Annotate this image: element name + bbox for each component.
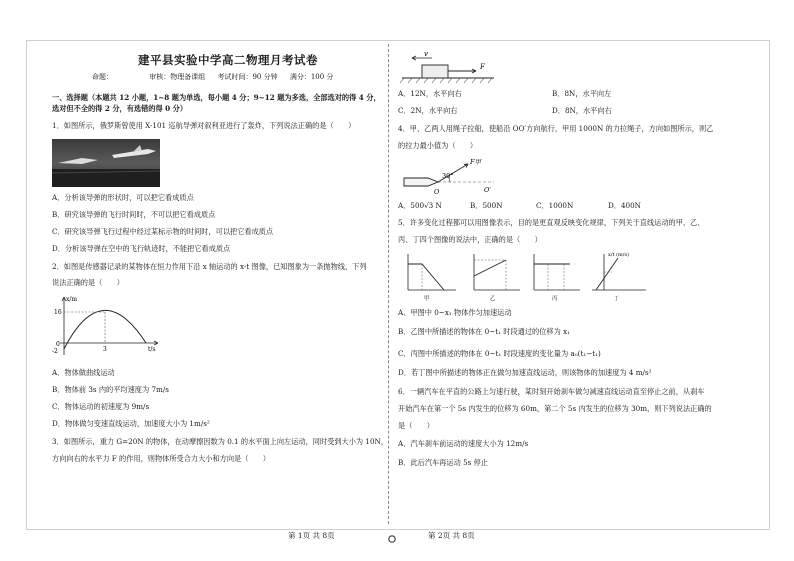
q2-option-d: D．物体做匀变速直线运动，加速度大小为 1m/s² — [52, 419, 210, 428]
q5-graph-ding — [588, 250, 648, 302]
exam-meta — [92, 72, 343, 82]
q4-option-a: A．500√3 N — [398, 201, 442, 210]
q6-stem-2: 开始汽车在第一个 5s 内发生的位移为 60m，第二个 5s 内发生的位移为 30m，则下列说法正确的 — [398, 404, 712, 413]
q2-stem-2: 说法正确的是（ ） — [52, 278, 124, 287]
q4-boat-figure — [398, 154, 498, 198]
q4-stem: 4．甲、乙两人用绳子拉船，使船沿 OO′方向航行，甲用 1000N 的力拉绳子，方向如图所示，则乙 — [398, 124, 714, 133]
q4-stem-2: 的拉力最小值为（ ） — [398, 141, 478, 150]
q6-option-a: A．汽车刹车前运动的速度大小为 12m/s — [398, 439, 529, 448]
q5-graph-jia — [398, 250, 458, 302]
q4-option-b: B．500N — [470, 201, 503, 210]
q1-option-b: B．研究该导弹的飞行时间时，不可以把它看成质点 — [52, 210, 216, 219]
q2-x3: 3 — [103, 346, 107, 353]
q3-option-c: C．2N，水平向右 — [398, 106, 458, 115]
time-label: 考试时间：90 分钟 — [217, 73, 278, 81]
q3-option-a: A．12N，水平向右 — [398, 89, 462, 98]
q2-y16: 16 — [54, 309, 62, 316]
q6-option-b: B．此后汽车再运动 5s 停止 — [398, 458, 488, 467]
page-footer-right: 第 2页 共 8页 — [428, 531, 475, 540]
score-label: 满分：100 分 — [289, 73, 334, 81]
q1-missile-photo — [52, 139, 160, 187]
q2-xlabel: t/s — [148, 346, 156, 353]
page-footer-left: 第 1页 共 8页 — [288, 531, 335, 540]
q4-o2-label: O′ — [484, 186, 491, 194]
q1-option-c: C．研究该导弹飞行过程中经过某标示物的时间时，可以把它看成质点 — [52, 227, 274, 236]
reviewer-label: 审核：物理备课组 — [149, 73, 206, 81]
exam-title: 建平县实验中学高二物理月考试卷 — [138, 53, 318, 67]
q2-y0: 0 — [56, 341, 60, 348]
q3-option-b: B．8N，水平向左 — [552, 89, 612, 98]
q3-stem: 3．如图所示，重力 G=20N 的物体，在动摩擦因数为 0.1 的水平面上向左运动，同时受到大小为 10N， — [52, 437, 389, 446]
q2-stem: 2．如图是传感器记录的某物体在恒力作用下沿 x 轴运动的 x-t 图像，已知图象为一条抛物线，下列 — [52, 262, 367, 271]
q3-f-label: F — [480, 63, 485, 71]
q3-stem-2: 方向向右的水平力 F 的作用，则物体所受合力大小和方向是（ ） — [52, 454, 270, 463]
binding-hole-icon — [387, 529, 397, 539]
q5-stem-2: 丙、丁四个图像的说法中，正确的是（ ） — [398, 235, 542, 244]
q2-y-2: -2 — [52, 348, 58, 355]
q2-xt-graph — [50, 293, 162, 363]
q3-option-d: D．8N，水平向右 — [552, 106, 612, 115]
q5-stem: 5．许多变化过程都可以用图像表示，目的是更直观反映变化规律，下列关于直线运动的甲、乙、 — [398, 218, 705, 227]
q1-stem: 1．如图所示，俄罗斯曾使用 X-101 巡航导弹对叙利亚进行了轰炸，下列说法正确的是（ ） — [52, 121, 356, 130]
q6-stem-3: 是（ ） — [398, 421, 434, 430]
q5-bing-label: 丙 — [552, 296, 558, 302]
q5-jia-label: 甲 — [424, 296, 430, 302]
proposer-label: 命题： — [92, 73, 113, 81]
q2-option-a: A．物体做曲线运动 — [52, 368, 115, 377]
q5-graph-bing — [526, 250, 582, 302]
q3-v-label: v — [424, 50, 428, 58]
q4-option-d: D．400N — [608, 201, 641, 210]
q5-option-b: B．乙图中所描述的物体在 0~t₁ 时段通过的位移为 x₁ — [398, 327, 571, 336]
q3-block-figure — [398, 50, 498, 84]
q5-ding-ylabel: x/t (m/s) — [608, 252, 629, 258]
q2-option-c: C．物体运动的初速度为 9m/s — [52, 402, 150, 411]
q5-yi-label: 乙 — [490, 296, 496, 302]
q4-angle-label: 30° — [442, 172, 454, 180]
q5-option-a: A．甲图中 0~x₁ 物体作匀加速运动 — [398, 308, 512, 317]
q2-ylabel: x/m — [66, 296, 78, 303]
q2-option-b: B．物体前 3s 内的平均速度为 7m/s — [52, 385, 169, 394]
q4-o-label: O — [434, 188, 440, 196]
q6-stem: 6．一辆汽车在平直的公路上匀速行驶，某时刻开始刹车做匀减速直线运动直至停止之前，从刹车 — [398, 387, 705, 396]
q4-fjia-label: F甲 — [470, 158, 482, 166]
q4-option-c: C．1000N — [536, 201, 574, 210]
q5-option-d: D．若丁图中所描述的物体正在做匀加速直线运动，则该物体的加速度为 4 m/s² — [398, 368, 652, 377]
q1-option-d: D．分析该导弹在空中的飞行轨迹时，不能把它看成质点 — [52, 244, 231, 253]
q5-ding-label: 丁 — [614, 296, 620, 302]
section-heading-2: 选对但不全的得 2 分，有选错的得 0 分） — [52, 104, 188, 113]
q1-option-a: A．分析该导弹的形状时，可以把它看成质点 — [52, 193, 194, 202]
q5-graph-yi — [466, 250, 522, 302]
q5-option-c: C．丙图中所描述的物体在 0~t₁ 时段速度的变化量为 a₀(t₁−t₁) — [398, 349, 601, 358]
column-divider — [388, 44, 389, 524]
section-heading: 一、选择题（本题共 12 小题，1~8 题为单选，每小题 4 分；9~12 题为多选，全部选对的得 4 分， — [52, 93, 381, 102]
